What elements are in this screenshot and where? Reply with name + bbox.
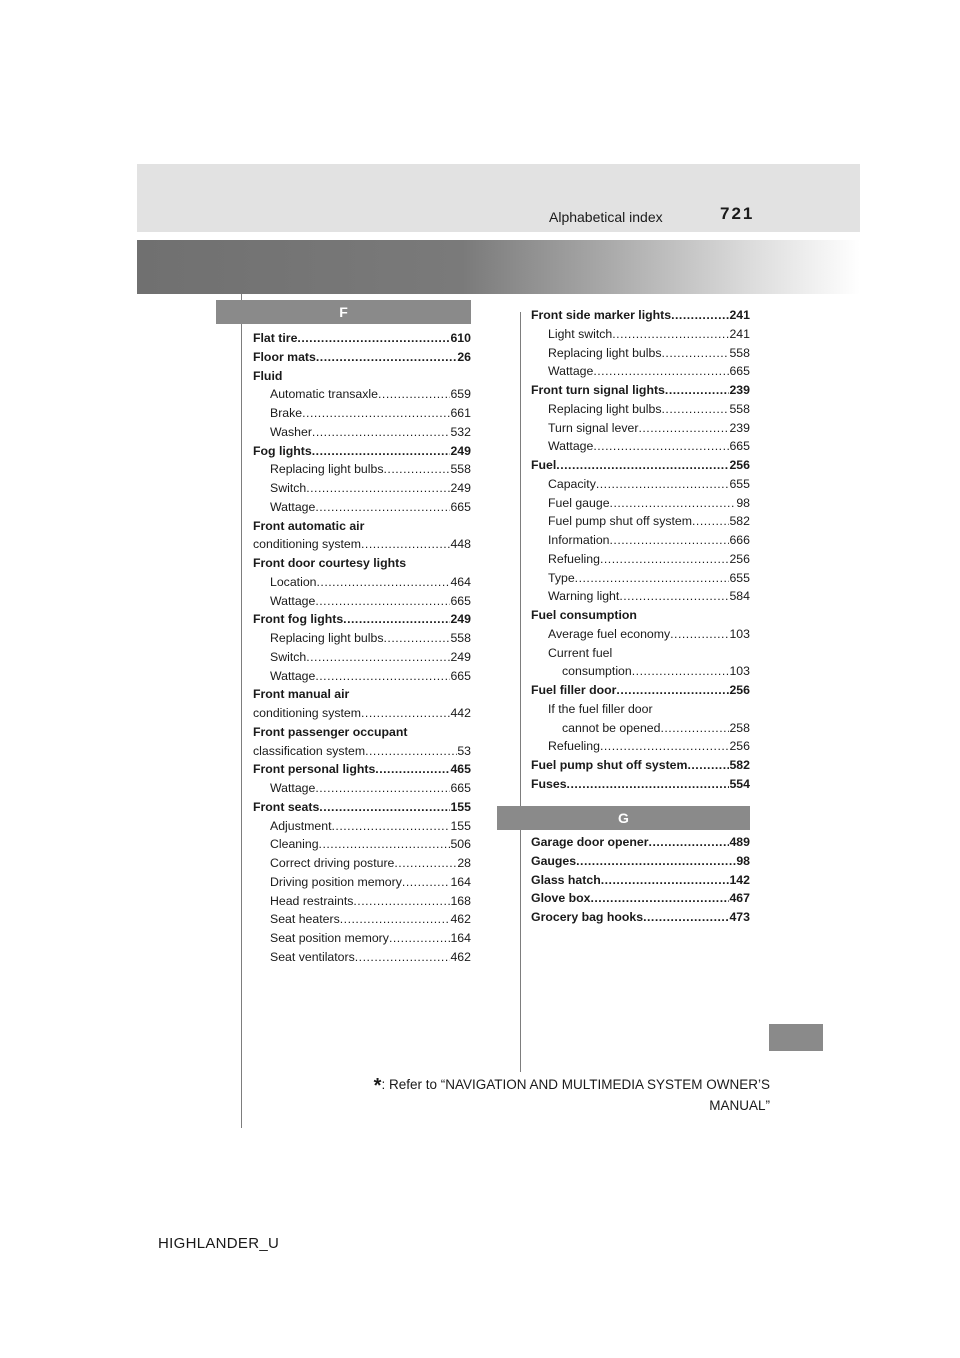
index-entry <box>253 610 471 629</box>
index-entry <box>531 569 750 588</box>
entry-term: Turn signal lever <box>548 420 639 435</box>
footnote-line-2: MANUAL” <box>709 1098 770 1113</box>
entry-term: Warning light <box>548 589 620 604</box>
entry-page-number: 155 <box>450 818 471 833</box>
index-entry <box>531 475 750 494</box>
entry-page-number: 239 <box>729 383 750 397</box>
index-entry <box>253 423 471 442</box>
entry-term: Wattage <box>270 668 316 683</box>
entry-page-number: 665 <box>450 499 471 514</box>
dot-leader <box>593 362 729 381</box>
dot-leader <box>670 625 729 644</box>
section-heading-f: F <box>216 300 471 324</box>
entry-page-number: 249 <box>450 649 471 664</box>
index-heading: Front automatic air <box>253 518 365 533</box>
index-entry <box>531 531 750 550</box>
index-entry <box>253 404 471 423</box>
entry-page-number: 239 <box>729 420 750 435</box>
entry-term: Wattage <box>270 781 316 795</box>
dot-leader <box>593 437 729 456</box>
index-entry <box>253 385 471 404</box>
dot-leader <box>394 854 457 873</box>
entry-term: Fuel pump shut off system <box>548 514 692 529</box>
entry-term: Fuel <box>531 458 557 472</box>
entry-page-number: 26 <box>457 349 471 364</box>
entry-page-number: 465 <box>450 762 471 777</box>
index-entry <box>253 498 471 517</box>
index-entry <box>253 535 471 554</box>
index-entry <box>531 662 750 681</box>
dot-leader <box>365 742 457 761</box>
entry-page-number: 532 <box>450 424 471 439</box>
entry-term: Information <box>548 533 610 547</box>
entry-term: Light switch <box>548 326 613 341</box>
entry-term: Refueling <box>548 551 600 566</box>
entry-page-number: 665 <box>450 668 471 683</box>
entry-page-number: 558 <box>450 462 471 477</box>
dot-leader <box>315 667 450 686</box>
dot-leader <box>610 494 737 513</box>
dot-leader <box>556 456 729 475</box>
entry-page-number: 506 <box>450 837 471 852</box>
dot-leader <box>312 442 451 461</box>
index-entry <box>531 381 750 400</box>
entry-page-number: 28 <box>457 856 471 870</box>
dot-leader <box>687 756 729 775</box>
index-entry <box>531 344 750 363</box>
entry-term: Driving position memory <box>270 874 402 889</box>
entry-term: Cleaning <box>270 837 319 852</box>
index-entry <box>253 667 471 686</box>
entry-page-number: 665 <box>450 781 471 795</box>
entry-page-number: 584 <box>729 589 750 604</box>
entry-term: Seat heaters <box>270 912 340 927</box>
entry-term: Switch <box>270 649 307 664</box>
index-entry <box>253 892 471 911</box>
index-entry <box>531 325 750 344</box>
section-heading-g: G <box>497 806 750 830</box>
entry-page-number: 473 <box>729 910 750 924</box>
entry-page-number: 655 <box>729 570 750 585</box>
entry-page-number: 164 <box>450 874 471 889</box>
entry-page-number: 103 <box>729 664 750 679</box>
entry-term: Fuses <box>531 776 567 791</box>
entry-page-number: 661 <box>450 406 471 420</box>
dot-leader <box>316 348 457 367</box>
entry-term: Replacing light bulbs <box>270 462 384 477</box>
dot-leader <box>671 306 729 325</box>
entry-page-number: 142 <box>729 872 750 887</box>
entry-term: Fuel gauge <box>548 495 610 510</box>
dot-leader <box>389 929 451 948</box>
index-entry <box>253 704 471 723</box>
entry-page-number: 164 <box>450 931 471 945</box>
dot-leader <box>638 419 729 438</box>
index-column-left <box>253 329 471 967</box>
dot-leader <box>616 681 729 700</box>
entry-page-number: 489 <box>729 835 750 849</box>
index-entry <box>253 873 471 892</box>
entry-term: Fuel pump shut off system <box>531 758 688 772</box>
index-entry <box>253 798 471 817</box>
index-entry <box>531 587 750 606</box>
index-entry <box>531 512 750 531</box>
index-entry <box>253 910 471 929</box>
entry-term: Flat tire <box>253 331 298 345</box>
dot-leader <box>632 662 730 681</box>
dot-leader <box>353 892 450 911</box>
index-entry <box>253 648 471 667</box>
dot-leader <box>600 737 730 756</box>
left-divider <box>241 294 242 1128</box>
dot-leader <box>312 423 451 442</box>
footnote-line-1: : Refer to “NAVIGATION AND MULTIMEDIA SYSTEM OWNER’S <box>381 1077 770 1092</box>
middle-divider <box>520 312 521 1072</box>
entry-term: Automatic transaxle <box>270 387 378 402</box>
index-entry <box>253 348 471 367</box>
index-list-g <box>531 833 750 927</box>
entry-page-number: 655 <box>729 476 750 491</box>
entry-page-number: 665 <box>729 439 750 454</box>
entry-page-number: 103 <box>729 626 750 641</box>
entry-term: Front personal lights <box>253 762 376 777</box>
entry-term: Front side marker lights <box>531 308 672 322</box>
dot-leader <box>317 573 451 592</box>
entry-page-number: 467 <box>729 891 750 906</box>
dot-leader <box>612 325 729 344</box>
dot-leader <box>402 873 451 892</box>
index-entry <box>531 625 750 644</box>
dot-leader <box>596 475 730 494</box>
index-heading: Front door courtesy lights <box>253 556 407 570</box>
entry-term: Replacing light bulbs <box>270 631 384 645</box>
dot-leader <box>643 908 729 927</box>
dot-leader <box>665 381 730 400</box>
entry-page-number: 256 <box>729 551 750 566</box>
index-entry <box>531 494 750 513</box>
index-entry <box>253 929 471 948</box>
gradient-banner <box>137 240 860 294</box>
entry-page-number: 610 <box>450 331 471 345</box>
index-entry <box>253 835 471 854</box>
dot-leader <box>649 833 730 852</box>
dot-leader <box>590 889 729 908</box>
index-entry <box>531 456 750 475</box>
index-entry <box>531 908 750 927</box>
entry-term: Wattage <box>548 364 594 379</box>
entry-page-number: 558 <box>450 631 471 645</box>
dot-leader <box>660 719 729 738</box>
index-heading: Current fuel <box>548 645 613 660</box>
dot-leader <box>306 648 450 667</box>
index-entry <box>253 460 471 479</box>
entry-term: Brake <box>270 406 303 420</box>
entry-page-number: 258 <box>729 720 750 735</box>
dot-leader <box>600 550 730 569</box>
dot-leader <box>315 498 450 517</box>
index-entry <box>253 573 471 592</box>
entry-term: cannot be opened <box>562 720 661 735</box>
entry-term: conditioning system <box>253 706 361 720</box>
dot-leader <box>375 760 450 779</box>
index-entry <box>253 479 471 498</box>
entry-term: Wattage <box>270 593 316 608</box>
dot-leader <box>319 798 450 817</box>
dot-leader <box>383 460 450 479</box>
index-entry <box>253 329 471 348</box>
entry-term: consumption <box>562 664 632 679</box>
entry-term: Garage door opener <box>531 835 649 849</box>
entry-term: Adjustment <box>270 818 332 833</box>
dot-leader <box>378 385 450 404</box>
entry-page-number: 53 <box>457 743 471 758</box>
entry-term: Floor mats <box>253 349 316 364</box>
entry-term: Head restraints <box>270 893 354 908</box>
entry-page-number: 666 <box>729 533 750 547</box>
entry-term: Refueling <box>548 739 600 754</box>
dot-leader <box>661 400 729 419</box>
dot-leader <box>361 704 450 723</box>
entry-page-number: 558 <box>729 345 750 360</box>
page-title: Alphabetical index <box>549 209 663 225</box>
index-entry <box>531 889 750 908</box>
entry-page-number: 442 <box>450 706 471 720</box>
entry-page-number: 241 <box>729 326 750 341</box>
entry-term: Average fuel economy <box>548 626 671 641</box>
page-number: 721 <box>720 204 755 223</box>
dot-leader <box>383 629 450 648</box>
entry-term: conditioning system <box>253 537 361 552</box>
index-entry <box>531 419 750 438</box>
entry-page-number: 249 <box>450 443 471 458</box>
footnote <box>300 1075 770 1115</box>
index-entry <box>531 852 750 871</box>
index-entry <box>253 760 471 779</box>
dot-leader <box>315 592 450 611</box>
index-heading: Fuel consumption <box>531 608 637 622</box>
index-entry <box>531 362 750 381</box>
entry-page-number: 98 <box>736 853 750 868</box>
entry-term: Front fog lights <box>253 612 344 627</box>
dot-leader <box>332 817 451 836</box>
entry-page-number: 249 <box>450 612 471 627</box>
index-entry <box>253 779 471 798</box>
entry-term: classification system <box>253 743 366 758</box>
entry-term: Front turn signal lights <box>531 383 665 397</box>
dot-leader <box>297 329 450 348</box>
entry-page-number: 256 <box>729 739 750 754</box>
entry-term: Switch <box>270 481 307 495</box>
entry-page-number: 462 <box>450 912 471 927</box>
index-heading: Front passenger occupant <box>253 724 408 739</box>
index-entry <box>253 629 471 648</box>
entry-term: Capacity <box>548 476 596 491</box>
dot-leader <box>576 852 736 871</box>
model-code: HIGHLANDER_U <box>158 1235 280 1252</box>
dot-leader <box>319 835 451 854</box>
entry-term: Replacing light bulbs <box>548 401 662 416</box>
entry-page-number: 168 <box>450 893 471 908</box>
entry-page-number: 241 <box>729 308 750 322</box>
entry-term: Seat ventilators <box>270 949 355 964</box>
index-entry <box>253 854 471 873</box>
entry-term: Replacing light bulbs <box>548 345 662 360</box>
dot-leader <box>567 775 730 794</box>
index-entry <box>253 442 471 461</box>
dot-leader <box>315 779 450 798</box>
entry-term: Wattage <box>548 439 594 454</box>
entry-term: Seat position memory <box>270 931 389 945</box>
dot-leader <box>575 569 730 588</box>
index-entry <box>531 871 750 890</box>
entry-page-number: 554 <box>729 776 750 791</box>
entry-term: Washer <box>270 424 312 439</box>
entry-page-number: 582 <box>729 758 750 772</box>
entry-page-number: 256 <box>729 458 750 472</box>
index-entry <box>531 719 750 738</box>
dot-leader <box>361 535 450 554</box>
index-heading: Front manual air <box>253 687 350 702</box>
entry-page-number: 665 <box>729 364 750 379</box>
entry-page-number: 462 <box>450 949 471 964</box>
entry-page-number: 665 <box>450 593 471 608</box>
index-entry <box>531 681 750 700</box>
entry-page-number: 249 <box>450 481 471 495</box>
entry-page-number: 558 <box>729 401 750 416</box>
entry-term: Fuel filler door <box>531 683 617 697</box>
entry-page-number: 582 <box>729 514 750 529</box>
entry-term: Front seats <box>253 799 320 814</box>
index-entry <box>253 592 471 611</box>
entry-page-number: 155 <box>450 799 471 814</box>
entry-term: Gauges <box>531 853 577 868</box>
index-heading: Fluid <box>253 368 283 383</box>
footnote-marker: * <box>373 1075 382 1097</box>
dot-leader <box>340 910 451 929</box>
entry-page-number: 464 <box>450 574 471 589</box>
index-entry <box>531 737 750 756</box>
index-entry <box>531 400 750 419</box>
index-entry <box>253 817 471 836</box>
entry-term: Type <box>548 570 575 585</box>
index-entry <box>531 306 750 325</box>
index-entry <box>253 742 471 761</box>
thumb-index-tab <box>769 1024 823 1051</box>
entry-page-number: 256 <box>729 683 750 697</box>
entry-term: Location <box>270 574 317 589</box>
dot-leader <box>619 587 729 606</box>
entry-term: Glove box <box>531 891 591 906</box>
dot-leader <box>306 479 450 498</box>
index-column-right <box>531 306 750 794</box>
index-entry <box>531 437 750 456</box>
entry-page-number: 448 <box>450 537 471 552</box>
index-heading: If the fuel filler door <box>548 701 653 716</box>
dot-leader <box>601 871 730 890</box>
dot-leader <box>610 531 730 550</box>
dot-leader <box>302 404 450 423</box>
index-entry <box>531 756 750 775</box>
dot-leader <box>343 610 450 629</box>
entry-page-number: 659 <box>450 387 471 402</box>
index-entry <box>531 550 750 569</box>
entry-page-number: 98 <box>736 495 750 510</box>
dot-leader <box>692 512 729 531</box>
entry-term: Grocery bag hooks <box>531 910 644 924</box>
dot-leader <box>661 344 729 363</box>
index-entry <box>253 948 471 967</box>
index-entry <box>531 775 750 794</box>
index-entry <box>531 833 750 852</box>
entry-term: Fog lights <box>253 443 312 458</box>
entry-term: Correct driving posture <box>270 856 395 870</box>
entry-term: Wattage <box>270 499 316 514</box>
entry-term: Glass hatch <box>531 872 601 887</box>
dot-leader <box>355 948 451 967</box>
